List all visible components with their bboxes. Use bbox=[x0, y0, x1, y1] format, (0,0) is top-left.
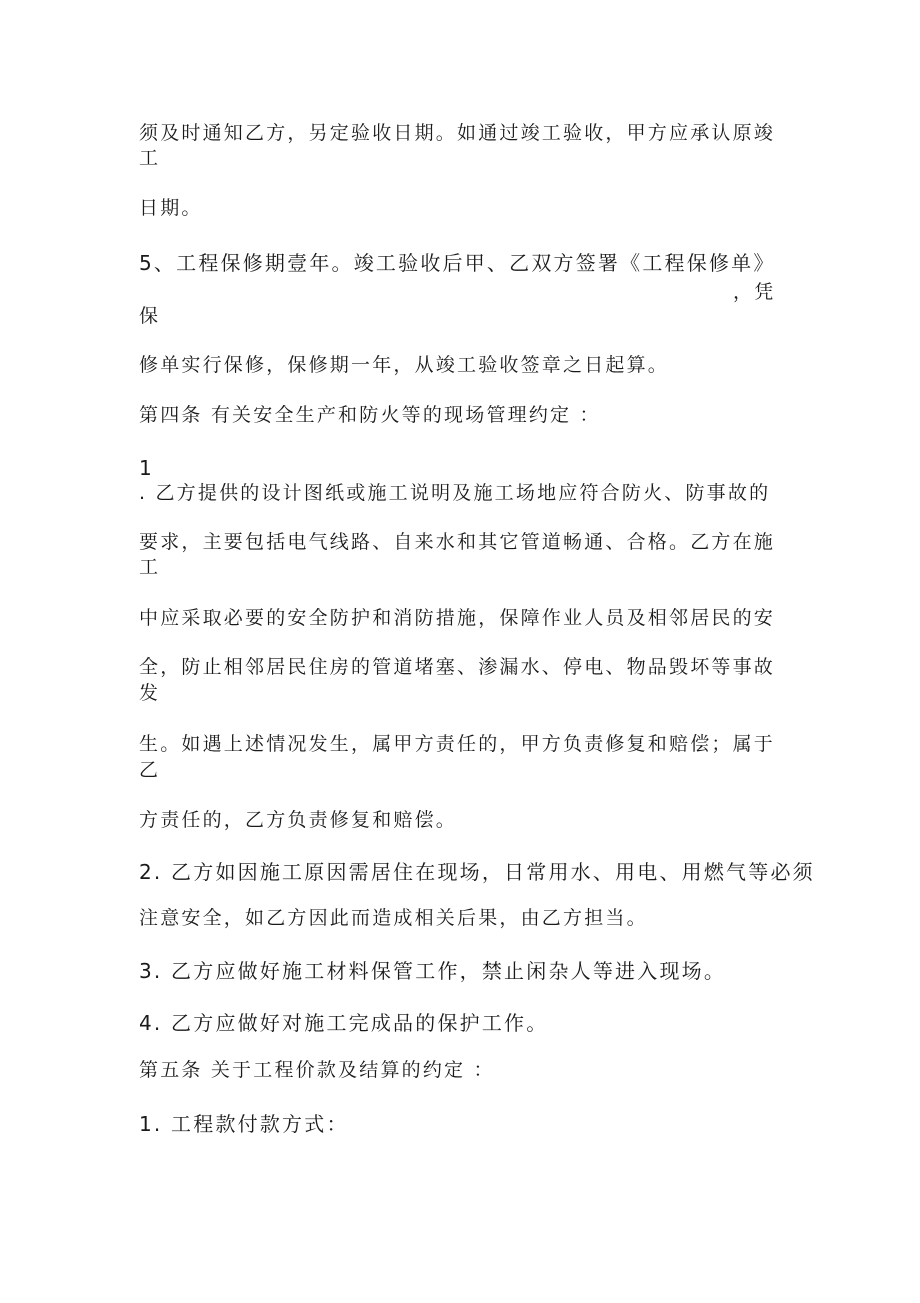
text-line-18: 方责任的，乙方负责修复和赔偿。 bbox=[139, 809, 458, 831]
text-line-12: 工 bbox=[139, 556, 161, 578]
text-line-16: 生。如遇上述情况发生，属甲方责任的，甲方负责修复和赔偿；属于 bbox=[139, 733, 776, 755]
text-line-10: . 乙方提供的设计图纸或施工说明及施工场地应符合防火、防事故的 bbox=[139, 482, 771, 504]
text-line-19: 2. 乙方如因施工原因需居住在现场，日常用水、用电、用燃气等必须 bbox=[139, 860, 815, 884]
text-line-2: 工 bbox=[139, 147, 161, 169]
text-line-9: 1 bbox=[139, 456, 154, 480]
text-line-1: 须及时通知乙方，另定验收日期。如通过竣工验收，甲方应承认原竣 bbox=[139, 122, 776, 144]
text-line-7: 修单实行保修，保修期一年，从竣工验收签章之日起算。 bbox=[139, 354, 670, 376]
text-line-14: 全，防止相邻居民住房的管道堵塞、渗漏水、停电、物品毁坏等事故 bbox=[139, 656, 776, 678]
text-line-24: 1. 工程款付款方式： bbox=[139, 1112, 349, 1136]
text-line-21: 3. 乙方应做好施工材料保管工作，禁止闲杂人等进入现场。 bbox=[139, 959, 727, 983]
text-line-15: 发 bbox=[139, 682, 161, 704]
text-line-17: 乙 bbox=[139, 759, 161, 781]
section-heading-5: 第五条 关于工程价款及结算的约定 ： bbox=[139, 1059, 495, 1081]
text-line-4: 5、工程保修期壹年。竣工验收后甲、乙双方签署《工程保修单》 bbox=[139, 251, 776, 275]
text-line-20: 注意安全，如乙方因此而造成相关后果，由乙方担当。 bbox=[139, 907, 648, 929]
text-line-13: 中应采取必要的安全防护和消防措施，保障作业人员及相邻居民的安 bbox=[139, 607, 776, 629]
text-line-11: 要求，主要包括电气线路、自来水和其它管道畅通、合格。乙方在施 bbox=[139, 531, 776, 553]
text-line-6: 保 bbox=[139, 305, 161, 327]
text-line-5: ，凭 bbox=[733, 281, 776, 303]
text-line-22: 4. 乙方应做好对施工完成品的保护工作。 bbox=[139, 1011, 549, 1035]
section-heading-4: 第四条 有关安全生产和防火等的现场管理约定 ： bbox=[139, 404, 601, 426]
text-line-3: 日期。 bbox=[139, 197, 203, 219]
